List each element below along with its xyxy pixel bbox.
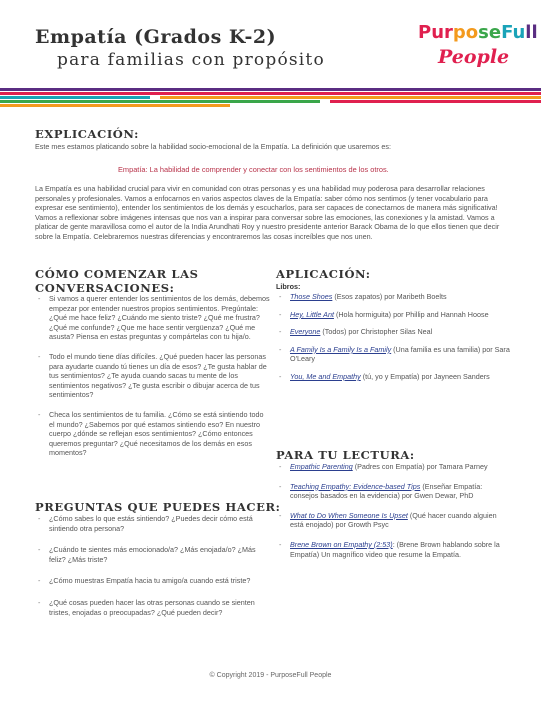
book-desc: (Esos zapatos) por Maribeth Boelts bbox=[332, 292, 447, 301]
article-link[interactable]: Teaching Empathy: Evidence-based Tips bbox=[290, 481, 421, 491]
list-item: - ¿Cuándo te sientes más emocionado/a? ¿Más enojada/o? ¿Más feliz? ¿Más triste? bbox=[35, 545, 270, 564]
book-desc: (Una familia es una familia) por Sara O'Leary bbox=[290, 344, 510, 364]
article-link[interactable]: Empathic Parenting bbox=[290, 462, 353, 471]
books-list bbox=[276, 292, 511, 390]
article-desc: (Qué hacer cuando alguien está enojado) por Growth Psyc bbox=[290, 510, 497, 530]
explicacion-intro: Este mes estamos platicando sobre la habilidad socio-emocional de la Empatía. La definición que usaremos es: bbox=[35, 142, 391, 151]
definition-text: Empatía: La habilidad de comprender y conectar con los sentimientos de los otros. bbox=[118, 165, 389, 174]
heading-line-2: CONVERSACIONES: bbox=[35, 281, 175, 295]
book-desc: (tú, yo y Empatía) por Jayneen Sanders bbox=[360, 371, 490, 381]
stripe-green bbox=[0, 100, 320, 103]
stripe-teal bbox=[0, 96, 150, 99]
explicacion-paragraph: La Empatía es una habilidad crucial para vivir en comunidad con otras personas y es una habilidad muy poderosa para desarrollar relaciones personales y profesionales. Vamos a enfocarnos en varios aspectos claves de la Empatía: saber cómo nos sentimos (y tener vocabulario para expresar ese sentimiento), entender los sentimientos de los demás y escucharlos, para ser capaces de conectarnos de manera más significativa! Vamos a reflexionar sobre imágenes intensas que nos van a inspirar para conversar sobre las emociones, las conexiones y la amistad. Vamos a platicar de gente maravillosa como el autor de la India Arundhati Roy y nuestro presidente anterior Barack Obama de lo que ellos tienen que decir sobre la Empatía. Celebraremos nuestras diferencias y encontraremos las cosas increíbles que nos unen. bbox=[35, 184, 500, 241]
video-link[interactable]: Brene Brown on Empathy (2:53) bbox=[290, 539, 393, 549]
section-heading-explicacion: EXPLICACIÓN: bbox=[35, 127, 139, 141]
list-item bbox=[276, 540, 511, 559]
list-item bbox=[276, 292, 511, 302]
list-item bbox=[276, 462, 511, 472]
list-item: - Todo el mundo tiene días difíciles. ¿Qué pueden hacer las personas para ayudarte cuando tú tienes un día de esos? ¿Te gusta hablar de tus sentimientos? ¿Te ayuda cuando sacas tu mente de los sentimientos negativos? ¿Te gusta escribir o dibujar acerca de tus sentimientos? bbox=[35, 352, 270, 400]
page-subtitle: para familias con propósito bbox=[57, 50, 325, 70]
list-item: - ¿Cómo sabes lo que estás sintiendo? ¿Puedes decir cómo está sintiendo otra persona? bbox=[35, 514, 270, 533]
footer-copyright: © Copyright 2019 - PurposeFull People bbox=[209, 672, 332, 679]
list-item bbox=[276, 372, 511, 382]
libros-label: Libros: bbox=[276, 282, 301, 291]
header-stripes bbox=[0, 88, 541, 110]
article-desc: (Padres con Empatía) por Tamara Parney bbox=[352, 462, 488, 471]
stripe-purple bbox=[0, 88, 541, 91]
article-desc: (Enseñar Empatía: consejos basados en la evidencia) por Gwen Dewar, PhD bbox=[290, 481, 483, 501]
preguntas-list bbox=[35, 514, 270, 627]
article-link[interactable]: What to Do When Someone Is Upset bbox=[290, 510, 408, 520]
como-comenzar-list bbox=[35, 294, 270, 468]
book-link[interactable]: A Family Is a Family Is a Family bbox=[290, 344, 392, 354]
logo-wordmark: PurposeFull bbox=[418, 22, 538, 43]
list-item: - Checa los sentimientos de tu familia. ¿Cómo se está sintiendo todo el mundo? ¿Sabemos por qué estamos sintiendo eso? En nuestro cuerpo ¿dónde se reflejan esos sentimientos? ¿Cómo entonces queremos preguntar? ¿Qué necesitamos de los demás en esos momentos? bbox=[35, 410, 270, 458]
list-item bbox=[276, 482, 511, 501]
list-item bbox=[276, 511, 511, 530]
stripe-pink-2 bbox=[330, 100, 541, 103]
book-desc: (Hola hormiguita) por Phillip and Hannah Hoose bbox=[333, 309, 489, 319]
video-desc: : (Brene Brown hablando sobre la Empatía) Un magnífico video que resume la Empatía. bbox=[290, 539, 500, 559]
list-item bbox=[276, 345, 511, 364]
book-link[interactable]: You, Me and Empathy bbox=[290, 371, 361, 381]
heading-line-1: CÓMO COMENZAR LAS bbox=[35, 267, 199, 281]
section-heading-como-comenzar bbox=[35, 267, 199, 295]
book-link[interactable]: Everyone bbox=[290, 327, 321, 337]
stripe-orange-2 bbox=[0, 104, 230, 107]
book-link[interactable]: Those Shoes bbox=[290, 292, 333, 301]
logo-subword: People bbox=[438, 46, 510, 68]
list-item: - Si vamos a querer entender los sentimientos de los demás, debemos empezar por entender nuestros propios sentimientos. Pregúntale: ¿Qué me hace feliz? ¿Cuándo me siento triste? ¿Qué me frustra? ¿Qué me confunde? ¿Que me hace sentir vergüenza? ¿Qué me asusta? Piensa en estas preguntas y compártelas con tu hija/o. bbox=[35, 294, 270, 342]
list-item: - ¿Cómo muestras Empatía hacia tu amigo/a cuando está triste? bbox=[35, 576, 270, 586]
list-item bbox=[276, 310, 511, 320]
stripe-pink bbox=[0, 92, 541, 95]
book-link[interactable]: Hey, Little Ant bbox=[290, 309, 334, 319]
list-item: - ¿Qué cosas pueden hacer las otras personas cuando se sienten tristes, enojadas o preocupadas? ¿Qué pueden decir? bbox=[35, 598, 270, 617]
stripe-orange bbox=[160, 96, 541, 99]
section-heading-lectura: PARA TU LECTURA: bbox=[276, 448, 415, 462]
page-title: Empatía (Grados K-2) bbox=[35, 26, 277, 48]
section-heading-preguntas: PREGUNTAS QUE PUEDES HACER: bbox=[35, 500, 281, 514]
book-desc: (Todos) por Christopher Silas Neal bbox=[320, 327, 433, 337]
lectura-list bbox=[276, 462, 511, 567]
list-item bbox=[276, 327, 511, 337]
section-heading-aplicacion: APLICACIÓN: bbox=[276, 267, 371, 281]
